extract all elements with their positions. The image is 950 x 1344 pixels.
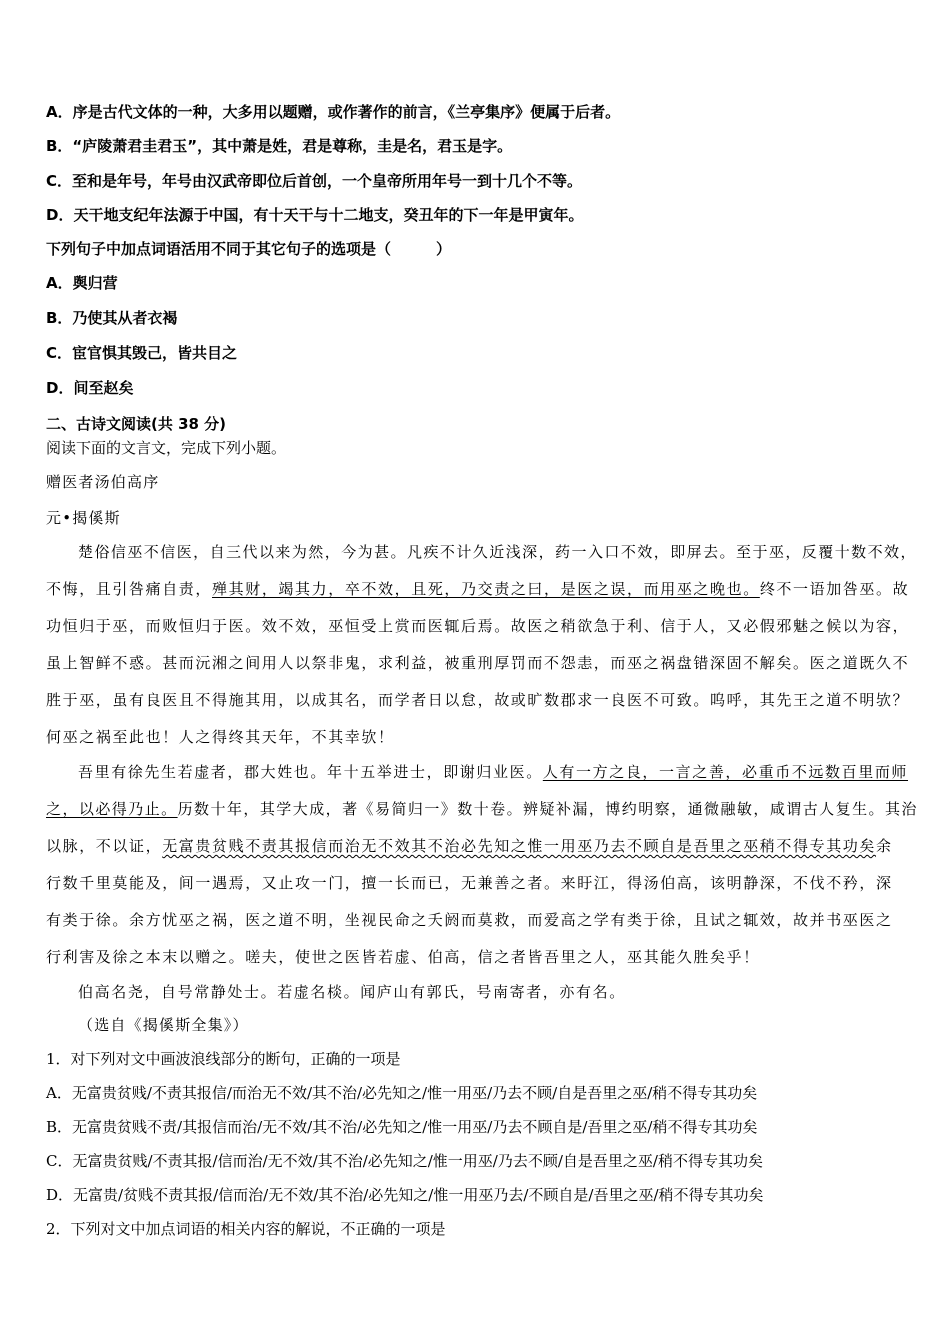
p2-line-5: 有类于徐。余方忧巫之祸，医之道不明，坐视民命之夭阏而莫救，而爱高之学有类于徐，且试之辄效，故并书巫医之 bbox=[46, 911, 893, 929]
question-usage: 下列句子中加点词语活用不同于其它句子的选项是（ ） bbox=[46, 240, 452, 258]
p1-line-6: 何巫之祸至此也！人之得终其天年，不其幸欤！ bbox=[46, 728, 395, 746]
p2-line-4: 行数千里莫能及，间一遇焉，又止攻一门，擅一长而已，无兼善之者。来盱江，得汤伯高，该明静深，不伐不矜，深 bbox=[46, 874, 893, 892]
section-title: 二、古诗文阅读(共 38 分) bbox=[46, 415, 227, 433]
p2-line-3-a: 以脉，不以证， bbox=[46, 837, 163, 855]
essay-source: （选自《揭傒斯全集》） bbox=[78, 1016, 249, 1034]
p3-line: 伯高名尧，自号常静处士。若虚名棪。闻庐山有郭氏，号南寄者，亦有名。 bbox=[78, 983, 626, 1001]
p2-line-2-b: 历数十年，其学大成，著《易简归一》数十卷。辨疑补漏，博约明察，通微融敏，咸谓古人复生。其治 bbox=[177, 800, 918, 818]
p1-line-3: 功恒归于巫，而败恒归于医。效不效，巫恒受上赏而医辄后焉。故医之稍欲急于利、信于人，又必假邪魅之候以为容， bbox=[46, 617, 910, 635]
usage-option-d: D．间至赵矣 bbox=[46, 379, 134, 397]
p2-line-3 bbox=[46, 836, 893, 856]
p2-line-3-b: 余 bbox=[876, 837, 893, 855]
p1-underlined: 殚其财，竭其力，卒不效，且死，乃交责之曰，是医之误，而用巫之晚也。 bbox=[212, 580, 760, 598]
p2-wavy-underlined: 无富贵贫贱不责其报信而治无不效其不治必先知之惟一用巫乃去不顾自是吾里之巫稍不得专其功矣 bbox=[162, 837, 877, 855]
p2-underlined-2: 之，以必得乃止。 bbox=[46, 800, 178, 818]
option-a-prev: A．序是古代文体的一种，大多用以题赠，或作著作的前言，《兰亭集序》便属于后者。 bbox=[46, 103, 621, 121]
p2-line-1 bbox=[78, 762, 908, 782]
q1-option-c: C．无富贵贫贱/不责其报/信而治/无不效/其不治/必先知之/惟一用巫/乃去不顾/自是吾里之巫/稍不得专其功矣 bbox=[46, 1152, 763, 1170]
q1-option-a: A．无富贵贫贱/不责其报信/而治无不效/其不治/必先知之/惟一用巫/乃去不顾/自是吾里之巫/稍不得专其功矣 bbox=[46, 1084, 758, 1102]
p1-line-1: 楚俗信巫不信医，自三代以来为然，今为甚。凡疾不计久近浅深，药一入口不效，即屏去。至于巫，反覆十数不效， bbox=[78, 543, 917, 561]
p1-line-4: 虽上智鲜不惑。甚而沅湘之间用人以祭非鬼，求利益，被重刑厚罚而不怨恚，而巫之祸盘错深固不解矣。医之道既久不 bbox=[46, 654, 910, 672]
q1-stem: 1．对下列对文中画波浪线部分的断句，正确的一项是 bbox=[46, 1050, 401, 1068]
q1-option-b: B．无富贵贫贱不责/其报信而治/无不效/其不治/必先知之/惟一用巫/乃去不顾自是/吾里之巫/稍不得专其功矣 bbox=[46, 1118, 758, 1136]
usage-option-a: A．舆归营 bbox=[46, 274, 118, 292]
p2-line-1-a: 吾里有徐先生若虚者，郡大姓也。年十五举进士，即谢归业医。 bbox=[78, 763, 543, 781]
q2-stem: 2．下列对文中加点词语的相关内容的解说，不正确的一项是 bbox=[46, 1220, 446, 1238]
p1-line-2-b: 终不一语加咎巫。故 bbox=[759, 580, 910, 598]
essay-author: 元•揭傒斯 bbox=[46, 509, 121, 527]
p1-line-2-a: 不悔，且引咎痛自责， bbox=[46, 580, 213, 598]
usage-option-c: C．宦官惧其毁己，皆共目之 bbox=[46, 344, 238, 362]
p1-line-2 bbox=[46, 579, 909, 599]
p2-underlined-1: 人有一方之良，一言之善，必重币不远数百里而师 bbox=[542, 763, 909, 781]
option-d-prev: D．天干地支纪年法源于中国，有十天干与十二地支，癸丑年的下一年是甲寅年。 bbox=[46, 206, 584, 224]
option-c-prev: C．至和是年号，年号由汉武帝即位后首创，一个皇帝所用年号一到十几个不等。 bbox=[46, 172, 583, 190]
p2-line-2 bbox=[46, 799, 918, 819]
usage-option-b: B．乃使其从者衣褐 bbox=[46, 309, 178, 327]
q1-option-d: D．无富贵/贫贱不责其报/信而治/无不效/其不治/必先知之/惟一用巫乃去/不顾自是/吾里之巫/稍不得专其功矣 bbox=[46, 1186, 764, 1204]
p2-line-6: 行利害及徐之本末以赠之。嗟夫，使世之医皆若虚、伯高，信之者皆吾里之人，巫其能久胜矣乎！ bbox=[46, 948, 760, 966]
essay-title: 赠医者汤伯高序 bbox=[46, 473, 160, 491]
option-b-prev: B．“庐陵萧君圭君玉”，其中萧是姓，君是尊称，圭是名，君玉是字。 bbox=[46, 137, 513, 155]
instruction: 阅读下面的文言文，完成下列小题。 bbox=[46, 439, 287, 457]
p1-line-5: 胜于巫，虽有良医且不得施其用，以成其名，而学者日以怠，故或旷数郡求一良医不可致。呜呼，其先王之道不明欤？ bbox=[46, 691, 910, 709]
